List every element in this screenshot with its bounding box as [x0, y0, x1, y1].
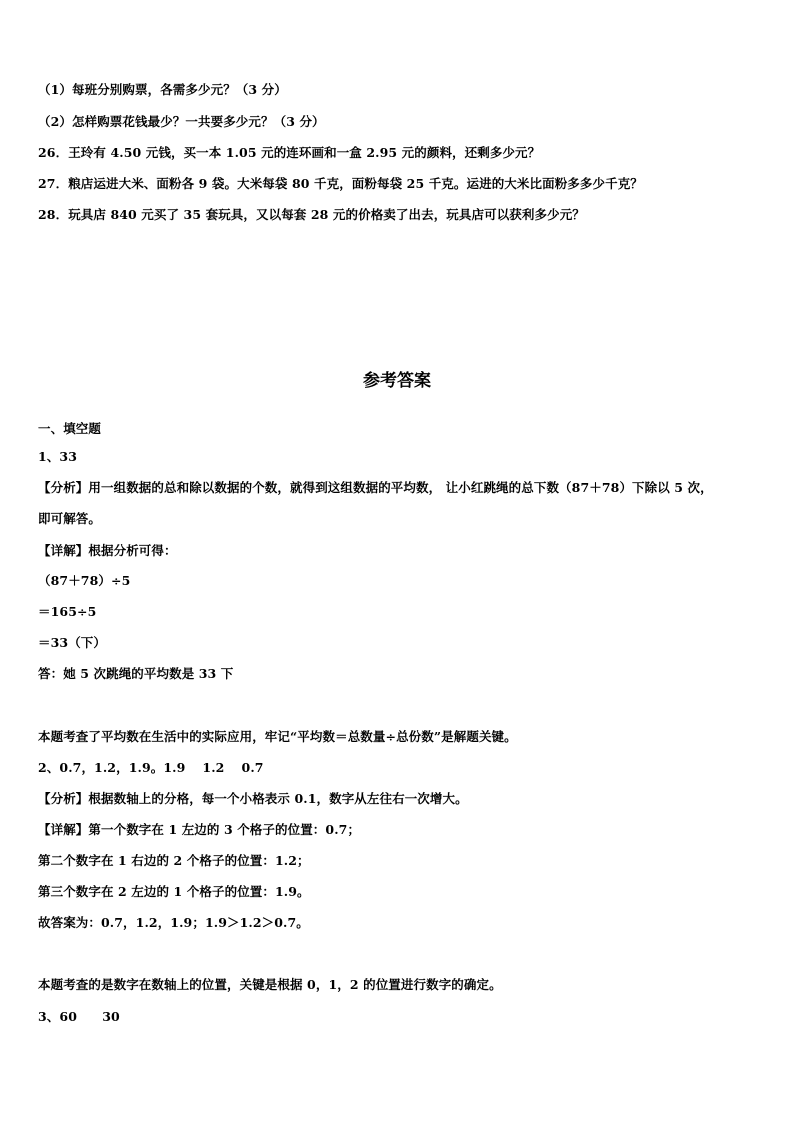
- answer-line: 1、33: [38, 449, 77, 464]
- calc-line: ＝165÷5: [38, 604, 97, 619]
- detail-line: 【详解】根据分析可得：: [38, 543, 177, 558]
- detail-line: 【详解】第一个数字在 1 左边的 3 个格子的位置：0.7；: [38, 822, 361, 837]
- question-line: （1）每班分别购票，各需多少元？（3 分）: [38, 82, 287, 97]
- detail-line: 第三个数字在 2 左边的 1 个格子的位置：1.9。: [38, 884, 310, 899]
- calc-line: （87＋78）÷5: [38, 573, 131, 588]
- detail-line: 故答案为：0.7，1.2，1.9；1.9＞1.2＞0.7。: [38, 915, 309, 930]
- question-line: 26．王玲有 4.50 元钱，买一本 1.05 元的连环画和一盒 2.95 元的颜料，还剩多少元？: [38, 145, 541, 160]
- calc-line: ＝33（下）: [38, 635, 106, 650]
- analysis-line: 【分析】用一组数据的总和除以数据的个数，就得到这组数据的平均数， 让小红跳绳的总下数（87＋78）下除以 5 次，: [38, 480, 713, 495]
- answer-line: 2、0.7，1.2，1.9。1.9 1.2 0.7: [38, 760, 264, 775]
- analysis-line: 【分析】根据数轴上的分格，每一个小格表示 0.1，数字从左往右一次增大。: [38, 791, 468, 806]
- analysis-line: 即可解答。: [38, 511, 102, 526]
- question-line: （2）怎样购票花钱最少？一共要多少元？（3 分）: [38, 114, 325, 129]
- detail-line: 第二个数字在 1 右边的 2 个格子的位置：1.2；: [38, 853, 310, 868]
- summary-line: 本题考查的是数字在数轴上的位置，关键是根据 0，1，2 的位置进行数字的确定。: [38, 977, 502, 992]
- answer-statement: 答：她 5 次跳绳的平均数是 33 下: [38, 666, 234, 681]
- summary-line: 本题考查了平均数在生活中的实际应用，牢记“平均数＝总数量÷总份数”是解题关键。: [38, 729, 517, 744]
- answer-line: 3、60 30: [38, 1009, 120, 1024]
- answers-title: 参考答案: [363, 371, 431, 391]
- section-heading: 一、填空题: [38, 421, 102, 436]
- question-line: 28．玩具店 840 元买了 35 套玩具，又以每套 28 元的价格卖了出去，玩具店可以获利多少元？: [38, 207, 585, 222]
- question-line: 27．粮店运进大米、面粉各 9 袋。大米每袋 80 千克，面粉每袋 25 千克。运进的大米比面粉多多少千克？: [38, 176, 643, 191]
